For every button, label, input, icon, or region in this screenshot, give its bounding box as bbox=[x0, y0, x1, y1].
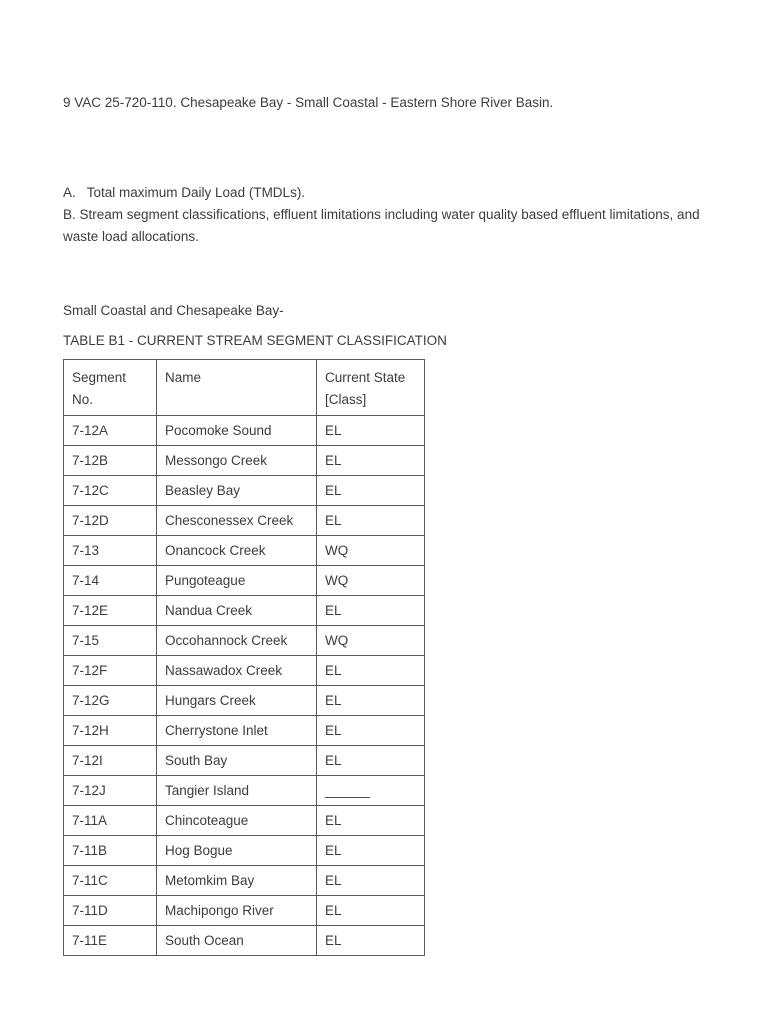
table-row bbox=[64, 896, 425, 926]
cell-name: South Bay bbox=[157, 746, 317, 776]
cell-name: Chesconessex Creek bbox=[157, 506, 317, 536]
cell-state: EL bbox=[317, 836, 425, 866]
table-row bbox=[64, 926, 425, 956]
cell-segment: 7-11C bbox=[64, 866, 157, 896]
table-row bbox=[64, 596, 425, 626]
cell-state: EL bbox=[317, 746, 425, 776]
table-row bbox=[64, 536, 425, 566]
cell-name: Onancock Creek bbox=[157, 536, 317, 566]
cell-segment: 7-12I bbox=[64, 746, 157, 776]
table-row bbox=[64, 776, 425, 806]
cell-segment: 7-12A bbox=[64, 416, 157, 446]
table-row bbox=[64, 866, 425, 896]
cell-name: Chincoteague bbox=[157, 806, 317, 836]
cell-segment: 7-11D bbox=[64, 896, 157, 926]
cell-segment: 7-11B bbox=[64, 836, 157, 866]
header-current-state-line1: Current State bbox=[325, 370, 406, 385]
section-subtitle: Small Coastal and Chesapeake Bay- bbox=[63, 303, 284, 318]
cell-segment: 7-12F bbox=[64, 656, 157, 686]
cell-segment: 7-12J bbox=[64, 776, 157, 806]
cell-state: WQ bbox=[317, 536, 425, 566]
table-row bbox=[64, 716, 425, 746]
cell-state: EL bbox=[317, 506, 425, 536]
cell-state: WQ bbox=[317, 566, 425, 596]
cell-state: EL bbox=[317, 416, 425, 446]
cell-segment: 7-11A bbox=[64, 806, 157, 836]
table-row bbox=[64, 446, 425, 476]
cell-name: Pocomoke Sound bbox=[157, 416, 317, 446]
cell-name: South Ocean bbox=[157, 926, 317, 956]
cell-state: EL bbox=[317, 596, 425, 626]
cell-state: EL bbox=[317, 716, 425, 746]
cell-name: Hungars Creek bbox=[157, 686, 317, 716]
cell-segment: 7-12D bbox=[64, 506, 157, 536]
cell-state: EL bbox=[317, 896, 425, 926]
header-segment-no: Segment No. bbox=[64, 360, 157, 416]
cell-state: EL bbox=[317, 656, 425, 686]
table-row bbox=[64, 806, 425, 836]
table-row bbox=[64, 476, 425, 506]
cell-segment: 7-12G bbox=[64, 686, 157, 716]
header-current-state-line2: [Class] bbox=[325, 392, 367, 407]
cell-segment: 7-14 bbox=[64, 566, 157, 596]
table-row bbox=[64, 656, 425, 686]
cell-segment: 7-11E bbox=[64, 926, 157, 956]
page-title: 9 VAC 25-720-110. Chesapeake Bay - Small Coastal - Eastern Shore River Basin. bbox=[63, 95, 554, 110]
table-row bbox=[64, 686, 425, 716]
table-row bbox=[64, 506, 425, 536]
cell-segment: 7-15 bbox=[64, 626, 157, 656]
cell-state: EL bbox=[317, 806, 425, 836]
table-row bbox=[64, 416, 425, 446]
cell-name: Cherrystone Inlet bbox=[157, 716, 317, 746]
cell-name: Nassawadox Creek bbox=[157, 656, 317, 686]
cell-state: EL bbox=[317, 446, 425, 476]
table-row bbox=[64, 836, 425, 866]
cell-name: Messongo Creek bbox=[157, 446, 317, 476]
cell-segment: 7-12H bbox=[64, 716, 157, 746]
cell-segment: 7-12C bbox=[64, 476, 157, 506]
cell-name: Machipongo River bbox=[157, 896, 317, 926]
stream-segment-table bbox=[63, 359, 425, 956]
paragraph-item-b: B. Stream segment classifications, effluent limitations including water quality based effluent limitations, and waste load allocations. bbox=[63, 207, 704, 244]
cell-name: Occohannock Creek bbox=[157, 626, 317, 656]
table-row bbox=[64, 566, 425, 596]
table-row bbox=[64, 626, 425, 656]
cell-segment: 7-12E bbox=[64, 596, 157, 626]
cell-name: Nandua Creek bbox=[157, 596, 317, 626]
cell-state: ______ bbox=[317, 776, 425, 806]
cell-state: EL bbox=[317, 476, 425, 506]
cell-segment: 7-12B bbox=[64, 446, 157, 476]
cell-name: Pungoteague bbox=[157, 566, 317, 596]
paragraph-item-a: A. Total maximum Daily Load (TMDLs). bbox=[63, 185, 306, 200]
cell-state: EL bbox=[317, 866, 425, 896]
header-current-state bbox=[317, 360, 425, 416]
cell-name: Beasley Bay bbox=[157, 476, 317, 506]
header-name: Name bbox=[157, 360, 317, 416]
cell-state: EL bbox=[317, 926, 425, 956]
cell-name: Hog Bogue bbox=[157, 836, 317, 866]
cell-segment: 7-13 bbox=[64, 536, 157, 566]
cell-state: EL bbox=[317, 686, 425, 716]
cell-name: Metomkim Bay bbox=[157, 866, 317, 896]
table-header-row bbox=[64, 360, 425, 416]
cell-name: Tangier Island bbox=[157, 776, 317, 806]
cell-state: WQ bbox=[317, 626, 425, 656]
paragraph-list bbox=[63, 138, 707, 270]
table-row bbox=[64, 746, 425, 776]
table-title: TABLE B1 - CURRENT STREAM SEGMENT CLASSIFICATION bbox=[63, 333, 447, 348]
